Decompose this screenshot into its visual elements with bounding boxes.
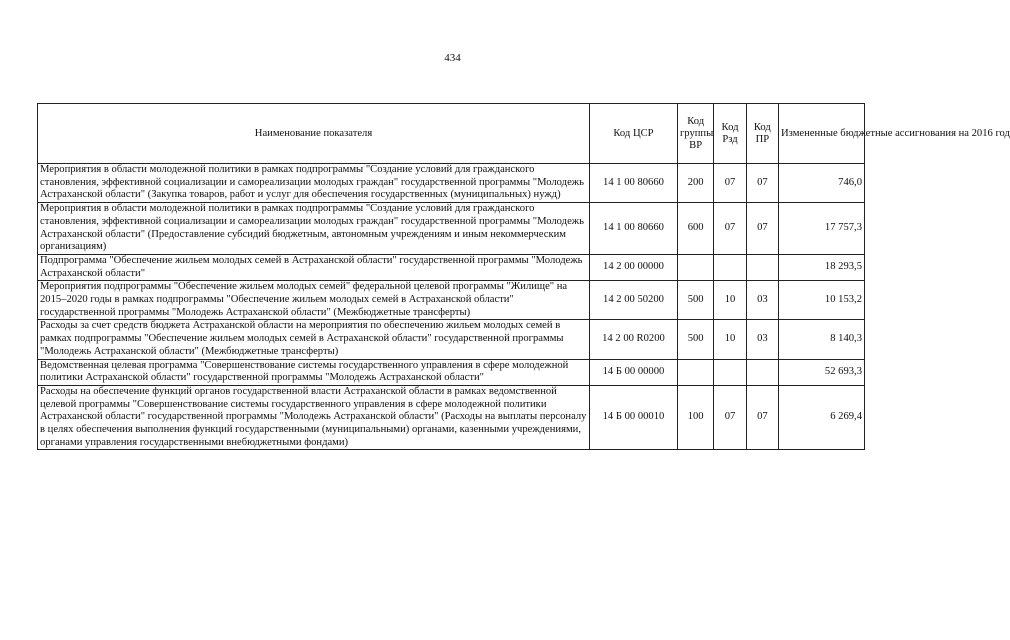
row-pr: 07 <box>746 203 778 255</box>
row-rzd: 07 <box>714 385 746 450</box>
row-pr: 03 <box>746 281 778 320</box>
row-rzd: 10 <box>714 320 746 359</box>
row-vr: 600 <box>677 203 713 255</box>
row-vr <box>677 254 713 280</box>
table-row <box>38 359 865 385</box>
row-vr: 200 <box>677 164 713 203</box>
table-row <box>38 254 865 280</box>
row-rzd: 07 <box>714 164 746 203</box>
row-amount: 17 757,3 <box>779 203 865 255</box>
table-row <box>38 281 865 320</box>
header-name: Наименование показателя <box>38 104 590 164</box>
row-amount: 18 293,5 <box>779 254 865 280</box>
table-row <box>38 385 865 450</box>
header-pr: Код ПР <box>746 104 778 164</box>
table-row <box>38 164 865 203</box>
row-name: Расходы за счет средств бюджета Астраханской области на мероприятия по обеспечению жильем молодых семей в рамках подпрограммы "Обеспечение жильем молодых семей в Астраханской области" государственной программы "Молодежь Астраханской области" (Межбюджетные трансферты) <box>38 320 590 359</box>
budget-table <box>37 103 1010 450</box>
row-amount: 10 153,2 <box>779 281 865 320</box>
row-vr <box>677 359 713 385</box>
row-name: Мероприятия в области молодежной политики в рамках подпрограммы "Создание условий для гражданского становления, эффективной социализации и самореализации молодых граждан" государственной программы "Молодежь Астраханской области" (Закупка товаров, работ и услуг для обеспечения государственных (муниципальных) нужд) <box>38 164 590 203</box>
row-rzd <box>714 359 746 385</box>
row-rzd: 07 <box>714 203 746 255</box>
row-vr: 500 <box>677 320 713 359</box>
row-pr <box>746 254 778 280</box>
row-pr <box>746 359 778 385</box>
header-rzd: Код Рзд <box>714 104 746 164</box>
row-rzd: 10 <box>714 281 746 320</box>
row-csr: 14 Б 00 00010 <box>590 385 678 450</box>
row-csr: 14 2 00 50200 <box>590 281 678 320</box>
row-pr: 07 <box>746 164 778 203</box>
row-amount: 746,0 <box>779 164 865 203</box>
row-csr: 14 Б 00 00000 <box>590 359 678 385</box>
row-pr: 03 <box>746 320 778 359</box>
row-name: Расходы на обеспечение функций органов государственной власти Астраханской области в рамках ведомственной целевой программы "Совершенствование системы государственного управления в сфере молодежной политики Астраханской области" государственной программы "Молодежь Астраханской области" (Расходы на выплаты персоналу в целях обеспечения выполнения функций государственными (муниципальными) органами, казенными учреждениями, органами управления государственными внебюджетными фондами) <box>38 385 590 450</box>
table-row <box>38 320 865 359</box>
row-vr: 100 <box>677 385 713 450</box>
row-name: Мероприятия в области молодежной политики в рамках подпрограммы "Создание условий для гражданского становления, эффективной социализации и самореализации молодых граждан" государственной программы "Молодежь Астраханской области" (Предоставление субсидий бюджетным, автономным учреждениям и иным некоммерческим организациям) <box>38 203 590 255</box>
row-csr: 14 1 00 80660 <box>590 203 678 255</box>
row-csr: 14 2 00 00000 <box>590 254 678 280</box>
row-name: Мероприятия подпрограммы "Обеспечение жильем молодых семей" федеральной целевой программы "Жилище" на 2015–2020 годы в рамках подпрограммы "Обеспечение жильем молодых семей в Астраханской области" государственной программы "Молодежь Астраханской области" (Межбюджетные трансферты) <box>38 281 590 320</box>
row-name: Подпрограмма "Обеспечение жильем молодых семей в Астраханской области" государственной программы "Молодежь Астраханской области" <box>38 254 590 280</box>
row-csr: 14 1 00 80660 <box>590 164 678 203</box>
header-amount: Измененные бюджетные ассигнования на 2016 год <box>779 104 865 164</box>
page-number: 434 <box>444 52 461 64</box>
row-rzd <box>714 254 746 280</box>
row-amount: 8 140,3 <box>779 320 865 359</box>
row-vr: 500 <box>677 281 713 320</box>
header-csr: Код ЦСР <box>590 104 678 164</box>
header-vr: Код группы ВР <box>677 104 713 164</box>
table-header-row <box>38 104 865 164</box>
table-row <box>38 203 865 255</box>
row-amount: 52 693,3 <box>779 359 865 385</box>
row-pr: 07 <box>746 385 778 450</box>
row-amount: 6 269,4 <box>779 385 865 450</box>
row-csr: 14 2 00 R0200 <box>590 320 678 359</box>
row-name: Ведомственная целевая программа "Совершенствование системы государственного управления в сфере молодежной политики Астраханской области" государственной программы "Молодежь Астраханской области" <box>38 359 590 385</box>
